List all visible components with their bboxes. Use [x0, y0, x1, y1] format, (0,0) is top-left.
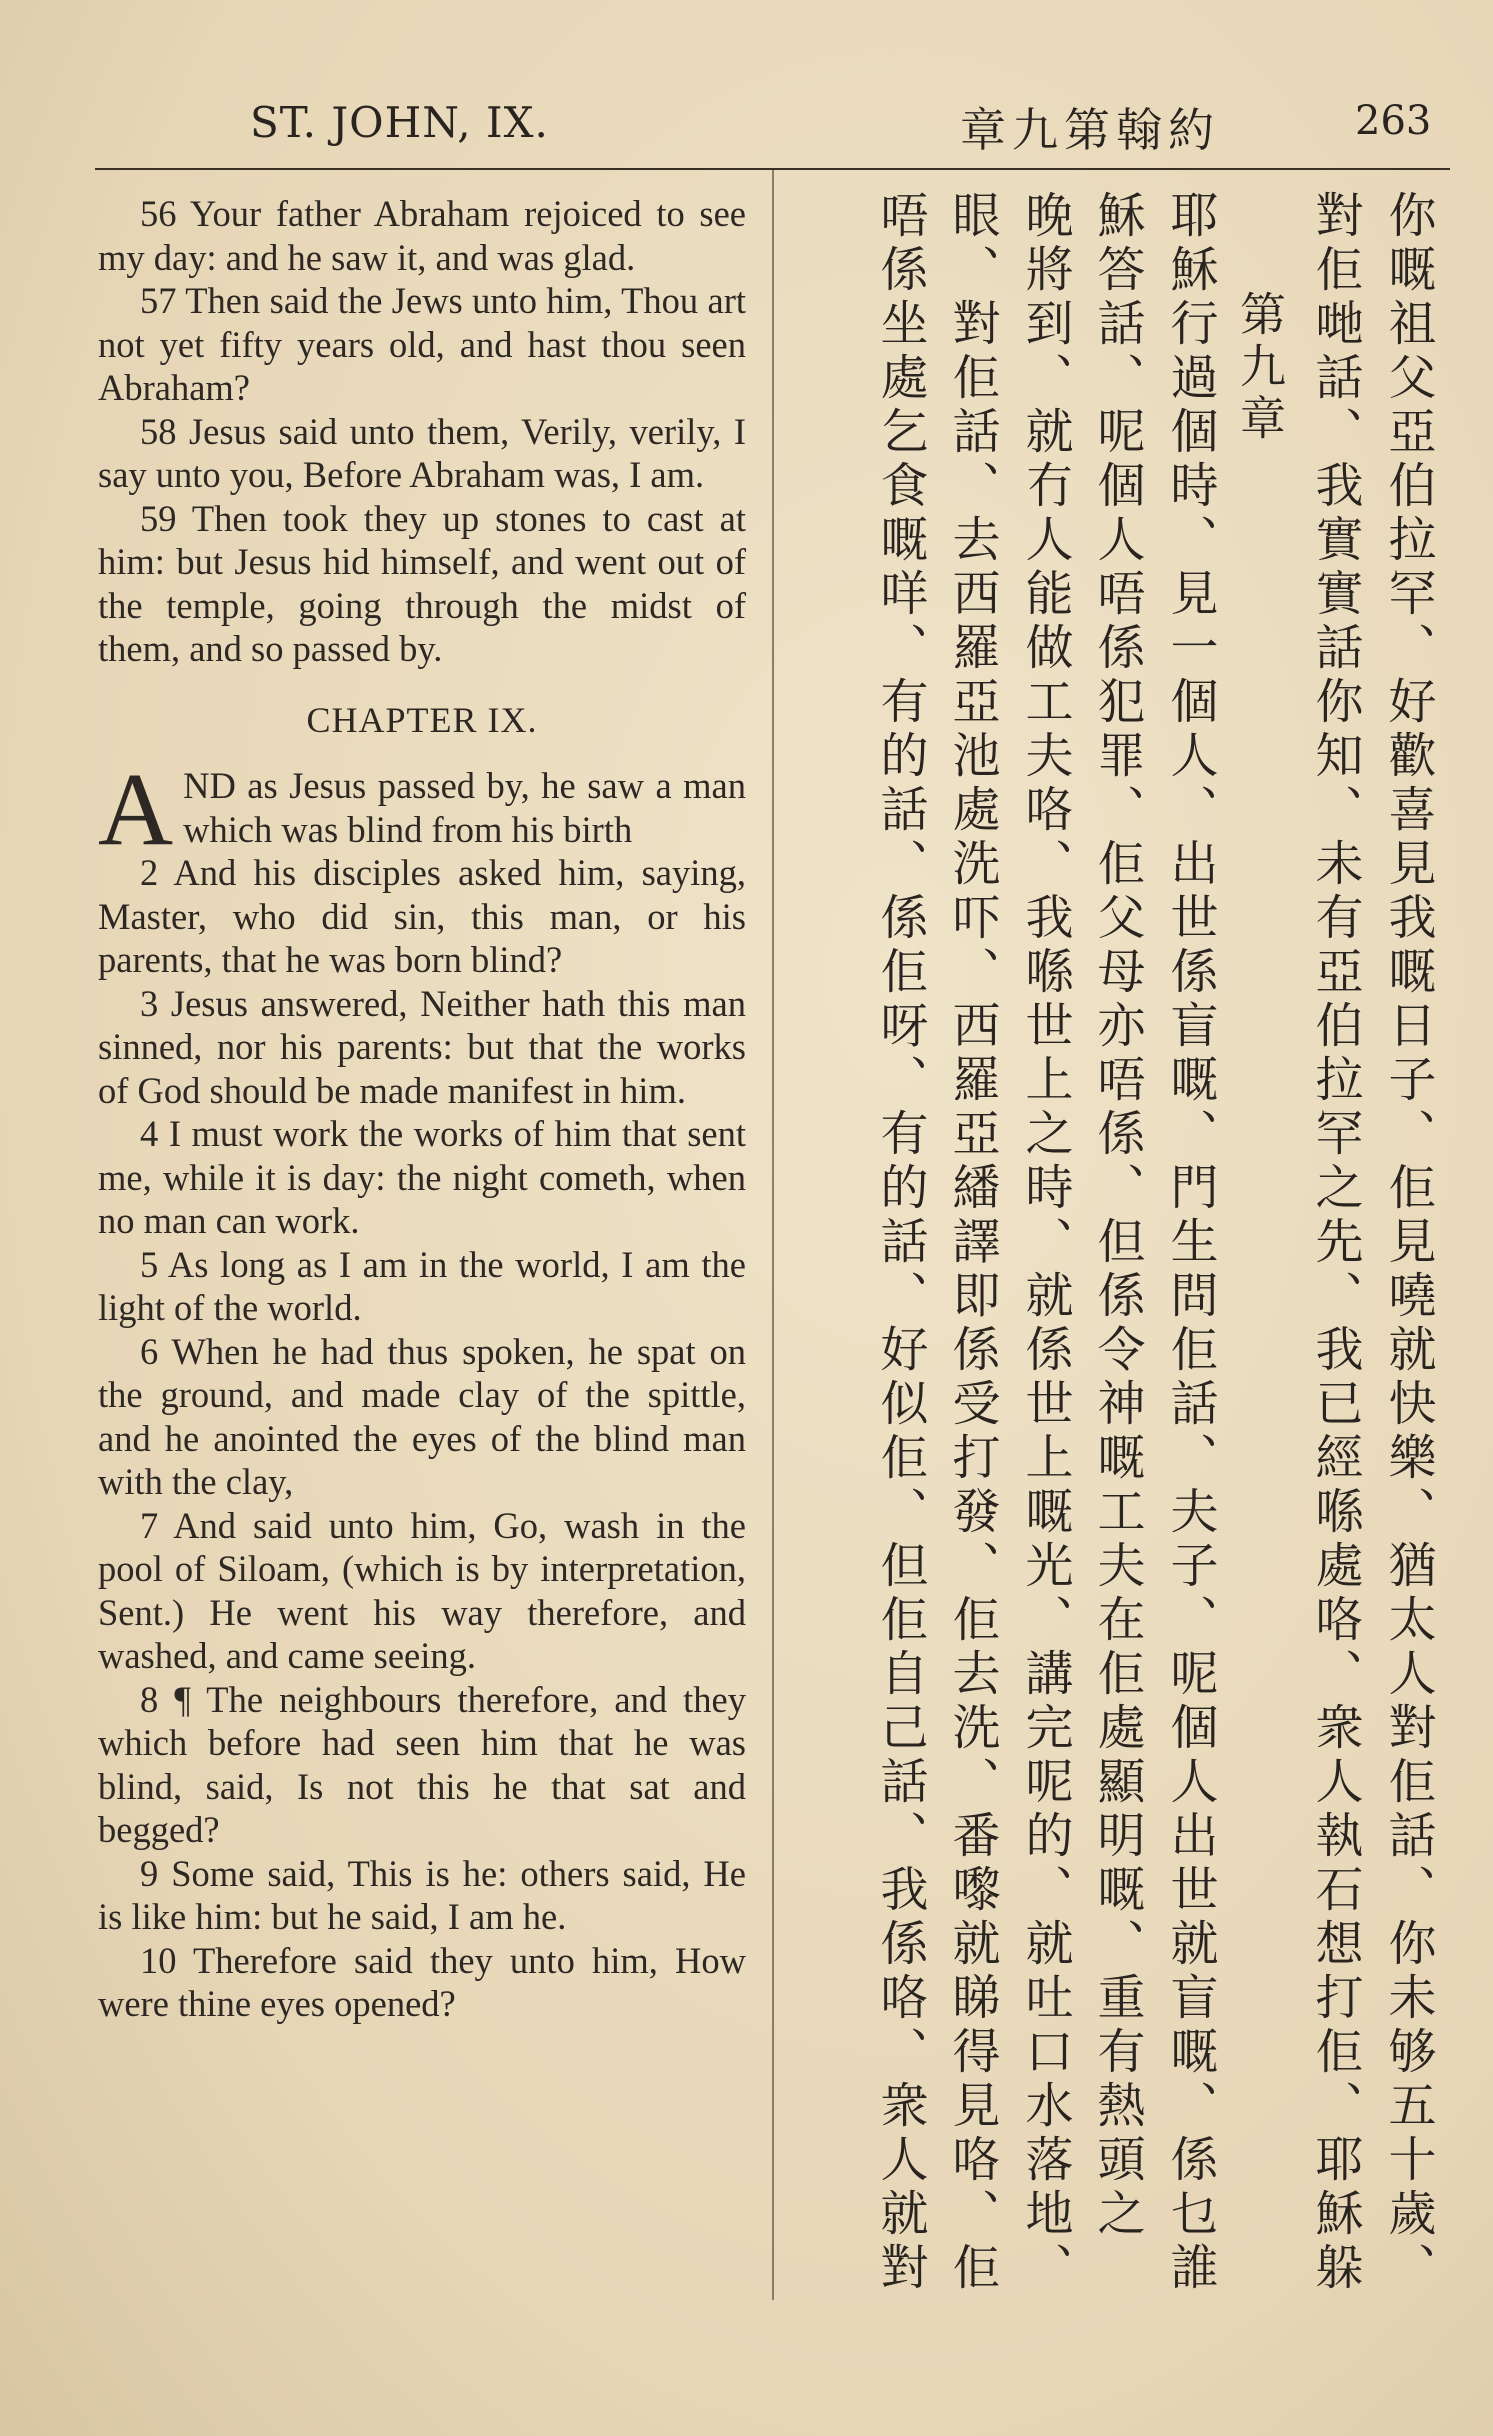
verse-56: 56 Your father Abraham rejoiced to see my day: and he saw it, and was glad.	[98, 193, 746, 278]
chinese-column-1: 你嘅祖父亞伯拉罕、好歡喜見我嘅日子、佢見嘵就快樂、猶太人對佢話、你未够五十歲、	[1380, 190, 1436, 2296]
running-header	[0, 90, 1493, 170]
chinese-column-3: 耶穌行過個時、見一個人、出世係盲嘅、門生問佢話、夫子、呢個人出世就盲嘅、係乜誰	[1162, 190, 1218, 2296]
page-number: 263	[1355, 98, 1432, 144]
drop-cap: A	[98, 752, 174, 867]
chapter-9-verse-1	[98, 752, 746, 867]
verse-57: 57 Then said the Jews unto him, Thou art not yet fifty years old, and hast thou seen Abraham?	[98, 280, 746, 408]
verse-59: 59 Then took they up stones to cast at him: but Jesus hid himself, and went out of the temple, going through the midst of them, and so passed by.	[98, 497, 746, 669]
chinese-column-4: 穌答話、呢個人唔係犯罪、佢父母亦唔係、但係令神嘅工夫在佢處顯明嘅、重有熱頭之	[1089, 190, 1145, 2242]
english-text-column	[98, 192, 746, 2026]
chinese-chapter-heading: 第九章	[1233, 290, 1287, 446]
chinese-column-2: 對佢哋話、我實實話你知、未有亞伯拉罕之先、我已經喺處咯、衆人執石想打佢、耶穌躲	[1307, 190, 1363, 2296]
verse-10: 10 Therefore said they unto him, How were thine eyes opened?	[98, 1939, 746, 2024]
chinese-column-5: 晚將到、就冇人能做工夫咯、我喺世上之時、就係世上嘅光、講完呢的、就吐口水落地、	[1017, 190, 1073, 2296]
verse-4: 4 I must work the works of him that sent me, while it is day: the night cometh, when no man can work.	[98, 1113, 746, 1241]
chinese-text-column	[790, 190, 1450, 2300]
verse-2: 2 And his disciples asked him, saying, Master, who did sin, this man, or his parents, that he was born blind?	[98, 852, 746, 980]
chinese-running-title: 章九第翰約	[960, 103, 1220, 157]
verse-5: 5 As long as I am in the world, I am the light of the world.	[98, 1243, 746, 1328]
chinese-column-7: 唔係坐處乞食嘅咩、有的話、係佢呀、有的話、好似佢、但佢自己話、我係咯、衆人就對	[872, 190, 928, 2296]
column-divider	[772, 170, 774, 2300]
verse-6: 6 When he had thus spoken, he spat on the ground, and made clay of the spittle, and he anointed the eyes of the blind man with the clay,	[98, 1330, 746, 1502]
verse-9: 9 Some said, This is he: others said, He is like him: but he said, I am he.	[98, 1852, 746, 1937]
verse-1-text: ND as Jesus passed by, he saw a man which was blind from his birth	[183, 765, 746, 850]
chapter-heading: CHAPTER IX.	[306, 699, 538, 740]
verse-7: 7 And said unto him, Go, wash in the pool of Siloam, (which is by interpretation, Sent.) He went his way therefore, and washed, and came seeing.	[98, 1504, 746, 1676]
chinese-column-6: 眼、對佢話、去西羅亞池處洗吓、西羅亞繙譯即係受打發、佢去洗、番嚟就睇得見咯、佢	[944, 190, 1000, 2296]
verse-3: 3 Jesus answered, Neither hath this man sinned, nor his parents: but that the works of God should be made manifest in him.	[98, 982, 746, 1111]
verse-58: 58 Jesus said unto them, Verily, verily, I say unto you, Before Abraham was, I am.	[98, 410, 746, 495]
verse-8: 8 ¶ The neighbours therefore, and they which before had seen him that he was blind, said, Is not this he that sat and begged?	[98, 1678, 746, 1850]
english-running-title: ST. JOHN, IX.	[250, 98, 549, 147]
